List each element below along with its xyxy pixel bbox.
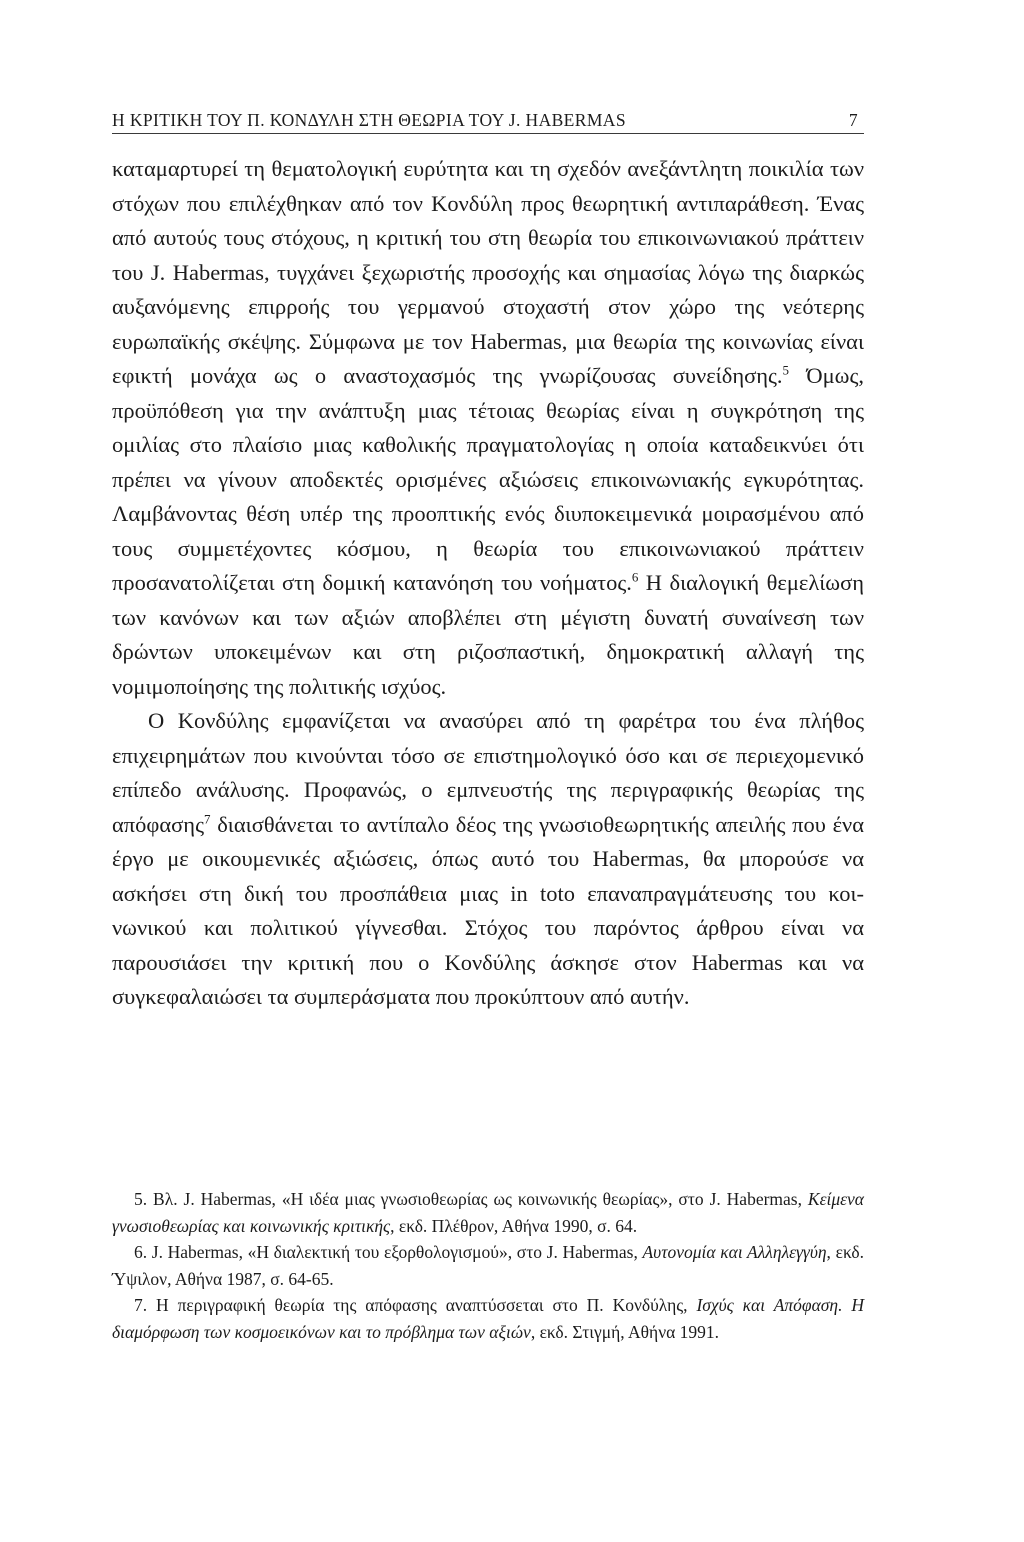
footnote-5-text-b: , εκδ. Πλέθρον, Αθήνα 1990, σ. 64. <box>390 1215 638 1236</box>
footnote-7-text-b: , εκδ. Στιγμή, Αθήνα 1991. <box>530 1321 720 1342</box>
footnote-7-text-a: 7. Η περιγραφική θεωρία της απόφασης αναπτύσσεται στο Π. Κονδύλης, <box>134 1295 697 1315</box>
footnote-6-text-a: 6. J. Habermas, «Η διαλεκτική του εξορθολογισμού», στο J. Habermas, <box>134 1242 643 1262</box>
running-head-title: Η ΚΡΙΤΙΚΗ ΤΟΥ Π. ΚΟΝΔΥΛΗ ΣΤΗ ΘΕΩΡΙΑ ΤΟΥ J. HABERMAS <box>112 110 626 130</box>
paragraph-1-part-b: Όμως, προϋπόθεση για την ανάπτυξη μιας τέτοιας θεωρίας είναι η συγκρότηση της ομιλίας στο πλαίσιο μιας καθολικής πραγματολογίας η οποία καταδεικνύει ότι πρέπει να γίνουν αποδεκτές ορισμένες αξιώσεις επικοινωνιακής εγκυρότητας. Λαμβάνοντας θέση υπέρ της προοπτικής ενός διυποκειμενικά μοιρασμένου από τους συμμετέχοντες κόσμου, η θεωρία του επικοινωνιακού πράττειν προσανατολίζεται στη δομική κατανόηση του νοήματος. <box>112 363 865 595</box>
footnote-7-title: Ισχύς και Απόφαση. Η διαμόρφωση των κοσμοεικόνων και το πρόβλημα των αξιών <box>112 1295 864 1342</box>
running-head <box>112 109 864 134</box>
footnote-5-title: Κείμενα γνωσιοθεωρίας και κοινωνικής κριτικής <box>112 1189 864 1236</box>
footnote-ref-5: 5 <box>782 362 790 378</box>
paragraph-2 <box>112 704 864 1015</box>
paragraph-2-part-a: Ο Κονδύλης εμφανίζεται να ανασύρει από τη φαρέτρα του ένα πλήθος επιχειρημάτων που κινούνται τόσο σε επιστημολογικό όσο και σε περιεχομενικό επίπεδο ανάλυσης. Προφανώς, ο εμπνευστής της περιγραφικής θεωρίας της απόφασης <box>112 708 864 837</box>
footnote-5-text-a: 5. Βλ. J. Habermas, «Η ιδέα μιας γνωσιοθεωρίας ως κοινωνικής θεωρίας», στο J. Habermas, <box>134 1189 808 1209</box>
footnote-6-title: Αυτονομία και Αλληλεγγύη <box>642 1242 827 1262</box>
paragraph-1 <box>112 152 864 704</box>
footnote-ref-7: 7 <box>203 811 211 826</box>
footnote-6-text-b: , εκδ. Ύψιλον, Αθήνα 1987, σ. 64-65. <box>112 1242 864 1289</box>
paragraph-2-part-b: διαισθάνεται το αντίπαλο δέος της γνωσιοθεωρητικής απειλής που ένα έργο με οικουμενικές αξιώσεις, όπως αυτό του Habermas, θα μπορούσε να ασκήσει στη δική του προσπάθεια μιας in toto επαναπραγμάτευσης του κοινωνικού και πολιτικού γίγνεσθαι. Στόχος του παρόντος άρθρου είναι να παρουσιάσει την κριτική που ο Κονδύλης άσκησε στον Habermas και να συγκεφαλαιώσει τα συμπεράσματα που προκύπτουν από αυτήν. <box>112 811 864 1009</box>
footnote-6 <box>112 1239 864 1292</box>
body-text <box>112 152 864 1015</box>
page-number: 7 <box>848 110 858 130</box>
footnotes <box>112 1186 864 1345</box>
paragraph-1-part-a: καταμαρτυρεί τη θεματολογική ευρύτητα και τη σχεδόν ανεξάντλητη ποικιλία των στόχων που επιλέχθηκαν από τον Κονδύλη προς θεωρητική αντιπαράθεση. Ένας από αυτούς τους στόχους, η κριτική του στη θεωρία του επικοινωνιακού πράττειν του J. Habermas, τυγχάνει ξεχωριστής προσοχής και σημασίας λόγω της διαρκώς αυξανόμενης επιρροής του γερμανού στοχαστή στον χώρο της νεότερης ευρωπαϊκής σκέψης. Σύμφωνα με τον Habermas, μια θεωρία της κοινωνίας είναι εφικτή μονάχα ως ο αναστοχασμός της γνωρίζουσας συνείδησης. <box>112 156 864 388</box>
footnote-5 <box>112 1186 864 1239</box>
footnote-7 <box>112 1292 864 1345</box>
paragraph-1-part-c: Η διαλογική θεμελίωση των κανόνων και των αξιών αποβλέπει στη μέγιστη δυνατή συναίνεση των δρώντων υποκειμένων και στη ριζοσπαστική, δημοκρατική αλλαγή της νομιμοποίησης της πολιτικής ισχύος. <box>112 570 864 699</box>
page <box>112 0 864 1542</box>
footnote-ref-6: 6 <box>631 569 639 585</box>
